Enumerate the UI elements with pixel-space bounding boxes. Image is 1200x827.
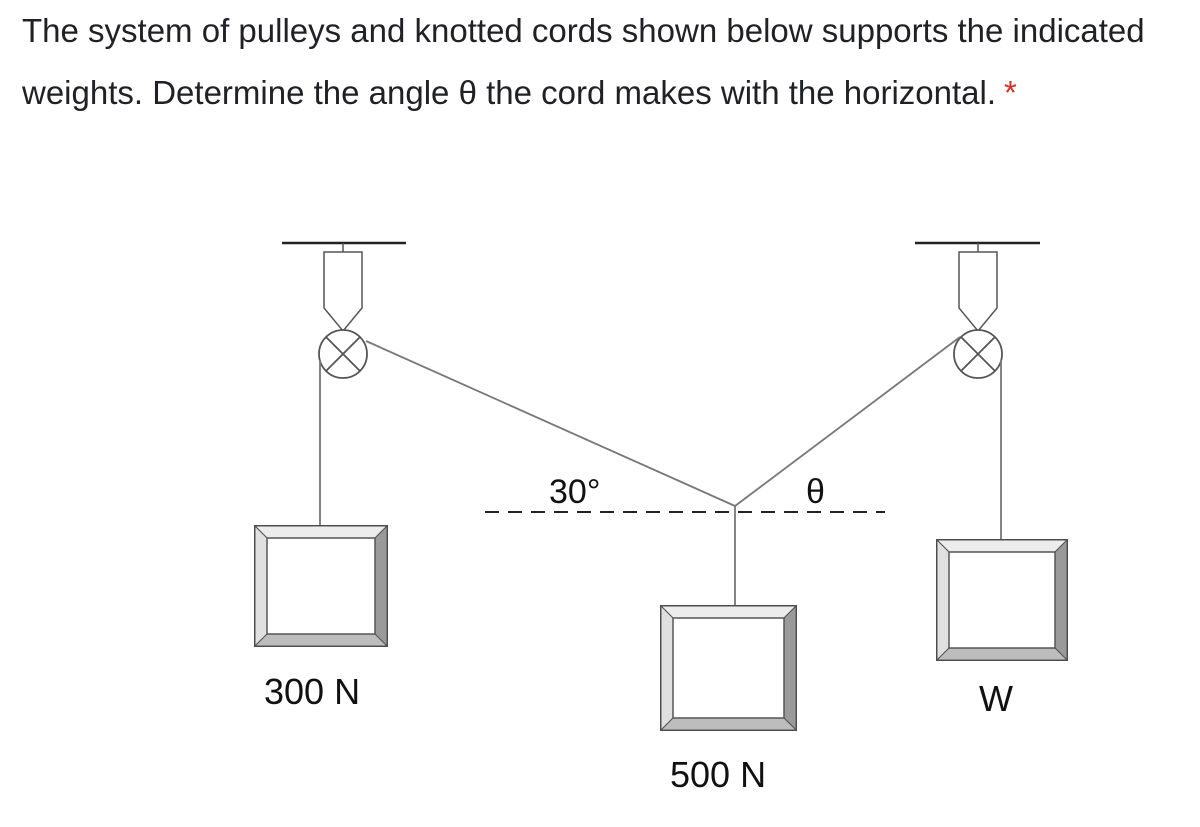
angle-label-30: 30° [549,473,601,511]
pulley-hanger-right [959,243,997,331]
cord-right-angled [735,337,960,506]
pulley-right [954,330,1002,378]
weight-box-center [661,606,796,730]
pulley-left [319,330,367,378]
angle-label-theta: θ [806,473,825,511]
pulley-hanger-left [324,243,362,331]
required-asterisk: * [1004,74,1017,111]
weight-label-right: W [979,678,1013,719]
question-text: The system of pulleys and knotted cords shown below supports the indicated weights. Determine the angle θ the cord makes with the horizontal. [22,12,1145,111]
weight-label-center: 500 N [670,754,767,795]
weight-box-left [255,526,387,646]
weight-label-left: 300 N [264,671,361,712]
weight-box-right [937,540,1067,660]
